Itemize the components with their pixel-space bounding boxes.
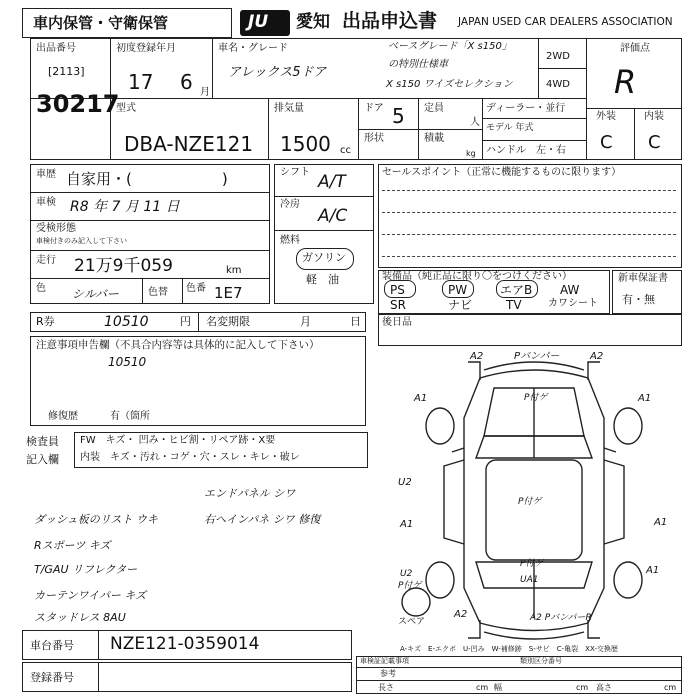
r-label: R券 bbox=[36, 315, 55, 328]
warranty-value: 有・無 bbox=[622, 293, 655, 306]
cap-unit: 人 bbox=[470, 117, 480, 128]
cap-label: 定員 bbox=[424, 103, 444, 114]
hand-note-1: エンドパネル シワ bbox=[204, 487, 296, 500]
hand-note-7: スタッドレス 8AU bbox=[34, 611, 126, 624]
equip-airbag: エアB bbox=[500, 283, 533, 297]
brand-logo bbox=[240, 10, 290, 36]
load-label: 積載 bbox=[424, 133, 444, 144]
mark-hood: P付ゲ bbox=[524, 393, 548, 403]
shape-label: 形状 bbox=[364, 133, 384, 144]
receive-sub: 車検付きのみ記入して下さい bbox=[36, 237, 127, 245]
shaken-label: 車検 bbox=[36, 197, 56, 208]
handle-label: ハンドル 左・右 bbox=[486, 145, 566, 156]
model-year-label: モデル 年式 bbox=[486, 123, 534, 133]
exterior-label: 外装 bbox=[596, 111, 616, 122]
storage-type: 車内保管・守衛保管 bbox=[33, 14, 169, 32]
car-diagram bbox=[384, 348, 684, 648]
exterior-value: C bbox=[600, 132, 613, 153]
hand-note-3: 右ヘインパネ シワ 修復 bbox=[204, 513, 321, 526]
ac-label: 冷房 bbox=[280, 199, 300, 210]
name-change-label: 名変期限 bbox=[206, 315, 250, 328]
notes-line1: 10510 bbox=[108, 355, 147, 369]
lot-number: 30217 bbox=[36, 90, 120, 118]
after-label: 後日品 bbox=[382, 317, 412, 328]
inspect-label: 車歴 bbox=[36, 169, 56, 180]
mark-rear-quarter-left: U2 bbox=[400, 569, 413, 579]
mark-rear-left: A2 bbox=[454, 609, 468, 620]
equip-sr: SR bbox=[390, 298, 406, 312]
equip-pw-circle bbox=[442, 280, 474, 298]
grade-line3: X s150 ワイズセレクション bbox=[386, 79, 513, 90]
hand-note-2: ダッシュ板のリスト ウキ bbox=[34, 513, 159, 526]
form-title: 出品申込書 bbox=[342, 10, 438, 32]
hand-note-6: カーテンワイパー キズ bbox=[34, 589, 147, 602]
door-label: ドア bbox=[364, 103, 384, 114]
storage-type-box bbox=[22, 8, 232, 38]
drive-2wd: 2WD bbox=[546, 51, 570, 62]
disp-label: 排気量 bbox=[274, 103, 304, 114]
reg-label: 初度登録年月 bbox=[116, 43, 176, 54]
equip-ps: PS bbox=[390, 283, 405, 297]
cm-unit-3: cm bbox=[664, 683, 677, 692]
inspect-value: 自家用・( ) bbox=[66, 170, 228, 188]
mark-tailgate: UA1 bbox=[520, 575, 539, 585]
chassis-value: NZE121-0359014 bbox=[110, 634, 260, 654]
mileage-label: 走行 bbox=[36, 255, 56, 266]
model-value: DBA-NZE121 bbox=[124, 132, 254, 156]
grade-line1: ベースグレード「X s150」 bbox=[388, 41, 512, 52]
receive-label: 受検形態 bbox=[36, 223, 76, 234]
model-label: 型式 bbox=[116, 103, 136, 114]
cm-unit-1: cm bbox=[476, 683, 489, 692]
car-name: アレックス5ドア bbox=[228, 65, 327, 80]
equip-airbag-circle bbox=[496, 280, 538, 298]
mileage-unit: km bbox=[226, 265, 242, 276]
shift-value: A/T bbox=[318, 172, 346, 192]
lot-label: 出品番号 bbox=[36, 43, 76, 54]
class-label: 類別区分番号 bbox=[520, 657, 562, 665]
diagram-legend: A-キズ E-エクボ U-凹み W-補修跡 S-サビ C-亀裂 XX-交換歴 bbox=[400, 645, 618, 653]
day-unit: 日 bbox=[350, 315, 361, 328]
door-value: 5 bbox=[392, 104, 405, 128]
disp-value: 1500 bbox=[280, 132, 331, 156]
hand-note-5: T/GAU リフレクター bbox=[34, 563, 138, 576]
eval-label: 評価点 bbox=[620, 43, 650, 54]
height-label: 高さ bbox=[596, 683, 612, 692]
month-unit: 月 bbox=[300, 315, 311, 328]
mark-rear-door-left: A1 bbox=[400, 519, 414, 530]
equip-pw: PW bbox=[448, 283, 468, 297]
mark-rear-door-right: A1 bbox=[654, 517, 668, 528]
grade-line2: の特別仕様車 bbox=[388, 59, 448, 70]
sales-point-label: セールスポイント（正常に機能するものに限ります） bbox=[382, 167, 622, 178]
after-box bbox=[378, 314, 682, 346]
reg-month: 6 bbox=[180, 70, 193, 94]
fuel-gas: ガソリン bbox=[302, 251, 346, 264]
spare-label: スペア bbox=[398, 617, 426, 627]
load-unit: kg bbox=[466, 149, 476, 158]
repair-value: 有（箇所 bbox=[110, 411, 150, 422]
equip-aw: AW bbox=[560, 283, 580, 297]
mark-fender-left: A1 bbox=[414, 393, 428, 404]
in-line: 内装 キズ・汚れ・コゲ・穴・スレ・キレ・破レ bbox=[80, 452, 300, 463]
brand-location: 愛知 bbox=[296, 12, 330, 32]
warranty-label: 新車保証書 bbox=[618, 273, 668, 284]
brand-mark: JU bbox=[248, 12, 269, 32]
r-unit: 円 bbox=[180, 315, 191, 328]
mark-rear-quarter-left-2: P付ゲ bbox=[398, 581, 422, 591]
equip-leather: カワシート bbox=[548, 298, 598, 309]
mileage-value: 21万9千059 bbox=[74, 256, 173, 276]
mark-rear-right: A1 bbox=[646, 565, 660, 576]
mark-front-left: A2 bbox=[470, 351, 484, 362]
disp-unit: cc bbox=[340, 145, 351, 156]
equip-tv: TV bbox=[506, 298, 522, 312]
repair-label: 修復歴 bbox=[48, 411, 78, 422]
ac-value: A/C bbox=[318, 206, 348, 226]
name-label: 車名・グレード bbox=[218, 43, 288, 54]
reg-small-label: 車検証記載事項 bbox=[360, 657, 409, 665]
color-no-value: 1E7 bbox=[214, 284, 243, 302]
notes-label: 注意事項申告欄（不具合内容等は具体的に記入して下さい） bbox=[36, 339, 320, 351]
interior-label: 内装 bbox=[644, 111, 664, 122]
fuel-diesel: 軽 油 bbox=[306, 273, 339, 286]
chassis-label: 車台番号 bbox=[30, 639, 74, 652]
reg-no-label: 登録番号 bbox=[30, 671, 74, 684]
association-name: JAPAN USED CAR DEALERS ASSOCIATION bbox=[458, 16, 673, 28]
reg-month-unit: 月 bbox=[200, 87, 210, 98]
color-no-label: 色番 bbox=[186, 283, 206, 294]
interior-value: C bbox=[648, 132, 661, 153]
color-value: シルバー bbox=[72, 287, 119, 301]
r-value: 10510 bbox=[104, 314, 149, 330]
equip-navi: ナビ bbox=[448, 298, 473, 312]
mark-front-bumper: Pバンパー bbox=[514, 351, 560, 362]
hand-note-4: Rスポーツ キズ bbox=[34, 539, 111, 552]
equipment-grid bbox=[382, 282, 606, 314]
dealer-label: ディーラー・並行 bbox=[486, 103, 566, 114]
entry-label: 記入欄 bbox=[26, 453, 59, 466]
reg-year: 17 bbox=[128, 70, 154, 94]
color-label: 色 bbox=[36, 283, 46, 294]
length-label: 長さ bbox=[378, 683, 394, 692]
width-label: 幅 bbox=[494, 683, 502, 692]
inspector-rows bbox=[26, 432, 370, 470]
sales-point-box bbox=[378, 164, 682, 268]
mark-fender-right: A1 bbox=[638, 393, 652, 404]
fuel-label: 燃料 bbox=[280, 235, 300, 246]
eval-score: R bbox=[614, 63, 637, 101]
equipment-label: 装備品（純正品に限り〇をつけください） bbox=[382, 271, 572, 282]
drive-4wd: 4WD bbox=[546, 79, 570, 90]
mark-front-right: A2 bbox=[590, 351, 604, 362]
shift-label: シフト bbox=[280, 167, 310, 178]
checker-label: 検査員 bbox=[26, 435, 59, 448]
shaken-value: R8 年 7 月 11 日 bbox=[70, 199, 180, 215]
fw-line: FW キズ・ 凹み・ヒビ割・リペア跡・X要 bbox=[80, 435, 276, 446]
color-change-label: 色替 bbox=[148, 287, 168, 298]
mark-trunk: P付ゲ bbox=[520, 559, 544, 569]
mark-door-left: U2 bbox=[398, 477, 412, 488]
equip-ps-circle bbox=[384, 280, 416, 298]
mark-rear-bumper: A2 PバンパーR bbox=[530, 613, 592, 623]
lot-small: [2113] bbox=[48, 65, 85, 78]
ref-label: 参考 bbox=[380, 669, 396, 678]
cm-unit-2: cm bbox=[576, 683, 589, 692]
mark-roof: P付ゲ bbox=[518, 497, 542, 507]
